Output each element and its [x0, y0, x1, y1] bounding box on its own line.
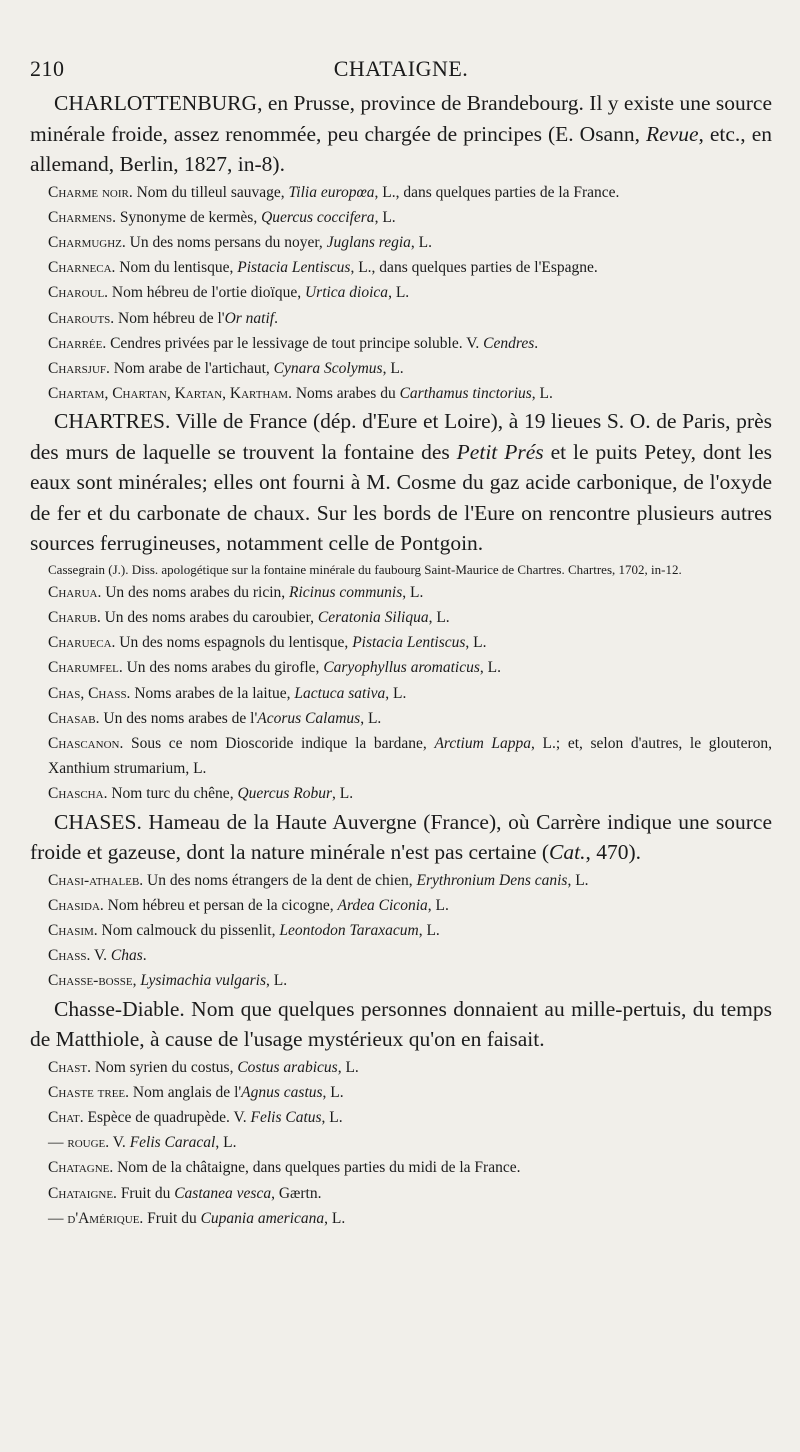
dictionary-entry — [30, 994, 772, 1055]
entry-text: Un des noms étrangers de la dent de chien, — [143, 871, 417, 889]
entry-tail: , L. — [374, 208, 396, 226]
entry-tail: , L., dans quelques parties de la France. — [374, 183, 620, 201]
entry-text: Nom de la châtaigne, dans quelques parties du midi de la France. — [113, 1159, 521, 1177]
entry-tail: , L. — [321, 1109, 343, 1127]
entry-text: Un des noms arabes du caroubier, — [100, 609, 318, 627]
entry-headword: Charua. — [48, 583, 102, 601]
entry-latin-name: Castanea vesca — [174, 1184, 272, 1202]
entry-latin-name: Ardea Ciconia — [337, 896, 428, 914]
entry-tail: , L. — [385, 684, 407, 702]
entry-latin-name: Cendres — [483, 334, 535, 352]
entry-tail: , L., dans quelques parties de l'Espagne. — [350, 259, 598, 277]
dictionary-entry — [30, 1130, 772, 1155]
entry-latin-name: Felis Caracal — [129, 1134, 216, 1152]
page-number: 210 — [30, 56, 65, 81]
entry-latin-name: Quercus coccifera — [261, 208, 375, 226]
entry-tail: . — [142, 947, 147, 965]
entry-latin-name: Leontodon Taraxacum — [279, 922, 419, 940]
entry-tail: , L. — [402, 583, 424, 601]
dictionary-entry — [30, 580, 772, 605]
entry-headword: CHASES — [54, 809, 137, 834]
entry-tail: et le puits Petey, dont les eaux sont minérales; elles ont fourni à M. Cosme du gaz acide carbonique, de l'oxyde de fer et du carbonate de chaux. Sur les bords de l'Eure on rencontre plusieurs autres sources ferrugineuses, notamment celle de Pontgoin. — [30, 439, 772, 556]
entry-tail: , L. — [360, 709, 382, 727]
dictionary-entry — [30, 868, 772, 893]
dictionary-entry — [30, 681, 772, 706]
entry-text: Un des noms persans du noyer, — [125, 233, 327, 251]
entry-text: Un des noms espagnols du lentisque, — [115, 634, 353, 652]
entry-latin-name: Cupania americana — [200, 1209, 325, 1227]
entry-text: Nom arabe de l'artichaut, — [109, 359, 274, 377]
entry-headword: Chasse-Diable — [54, 996, 180, 1021]
entry-latin-name: Tilia europœa — [288, 183, 375, 201]
entry-latin-name: Caryophyllus aromaticus — [323, 659, 480, 677]
entry-headword: — rouge. — [48, 1134, 110, 1152]
entry-headword: Chasim. — [48, 922, 98, 940]
entry-text: V. — [109, 1134, 130, 1152]
entry-text: Un des noms arabes de l' — [99, 709, 258, 727]
dictionary-entry — [30, 605, 772, 630]
entry-headword: Charumfel. — [48, 659, 123, 677]
entry-text: V. — [90, 947, 111, 965]
dictionary-entry — [30, 893, 772, 918]
entry-text: Nom hébreu de l' — [114, 309, 225, 327]
dictionary-entry — [30, 255, 772, 280]
dictionary-entry — [30, 1105, 772, 1130]
dictionary-entry — [30, 230, 772, 255]
entry-text: Cassegrain (J.). Diss. apologétique sur la fontaine minérale du faubourg Saint-Maurice de Chartres. Chartres, 1702, in-12. — [48, 561, 682, 577]
entry-latin-name: Ceratonia Siliqua — [317, 609, 429, 627]
entry-latin-name: Petit Prés — [456, 439, 544, 464]
entry-tail: , L. — [388, 284, 410, 302]
entry-headword: Charrée. — [48, 334, 107, 352]
entry-headword: Charsjuf. — [48, 359, 110, 377]
entry-headword: Chat. — [48, 1109, 84, 1127]
entry-latin-name: Pistacia Lentiscus — [237, 259, 351, 277]
dictionary-entry — [30, 1206, 772, 1231]
entry-latin-name: Pistacia Lentiscus — [352, 634, 466, 652]
dictionary-entry — [30, 381, 772, 406]
entry-latin-name: Cat. — [549, 840, 586, 865]
entry-headword: Chass. — [48, 947, 91, 965]
entry-text: Nom calmouck du pissenlit, — [97, 922, 280, 940]
entry-headword: Chascanon. — [48, 735, 124, 753]
entry-tail: , L. — [479, 659, 501, 677]
entry-tail: , L. — [215, 1134, 237, 1152]
entry-text: Nom hébreu et persan de la cicogne, — [103, 896, 338, 914]
entry-tail: , L.; et, selon d'autres, le glouteron, Xanthium strumarium, L. — [48, 735, 772, 778]
entry-headword: — d'Amérique. — [48, 1209, 144, 1227]
page-header — [30, 54, 772, 88]
entry-headword: Chasida. — [48, 896, 104, 914]
entry-text: Nom du lentisque, — [115, 259, 238, 277]
entry-tail: . — [274, 309, 278, 327]
entry-headword: Charub. — [48, 609, 101, 627]
entry-headword: Charoul. — [48, 284, 109, 302]
dictionary-entry — [30, 306, 772, 331]
entry-tail: , 470). — [585, 840, 642, 865]
entry-latin-name: Revue — [645, 121, 699, 146]
entry-headword: Charmens. — [48, 208, 116, 226]
entry-tail: , L. — [324, 1209, 346, 1227]
entry-headword: Chas, Chass. — [48, 684, 131, 702]
entry-text: Synonyme de kermès, — [116, 208, 262, 226]
entry-headword: Chartam, Chartan, Kartan, Kartham. — [48, 385, 292, 403]
dictionary-entry — [30, 655, 772, 680]
entry-text: Un des noms arabes du girofle, — [122, 659, 324, 677]
entry-headword: Chasab. — [48, 709, 100, 727]
entry-tail: , L. — [337, 1058, 359, 1076]
entry-latin-name: Urtica dioica — [304, 284, 389, 302]
entry-tail: , L. — [531, 385, 553, 403]
entry-headword: CHARTRES — [54, 409, 166, 434]
dictionary-entry — [30, 331, 772, 356]
dictionary-entry — [30, 731, 772, 781]
entry-headword: CHARLOTTENBURG — [54, 91, 258, 115]
entry-tail: , L. — [266, 972, 288, 990]
entry-headword: Chataigne. — [48, 1184, 117, 1202]
entry-text: Espèce de quadrupède. V. — [83, 1109, 251, 1127]
entry-tail: , L. — [410, 233, 432, 251]
entry-latin-name: Costus arabicus — [237, 1058, 338, 1076]
entry-latin-name: Or natif — [224, 309, 275, 327]
entry-latin-name: Cynara Scolymus — [273, 359, 383, 377]
dictionary-entry — [30, 88, 772, 180]
entry-latin-name: Acorus Calamus — [257, 709, 361, 727]
dictionary-entry — [30, 1055, 772, 1080]
entry-text: Noms arabes du — [291, 385, 400, 403]
entry-tail: . — [534, 334, 539, 352]
entry-headword: Chatagne. — [48, 1159, 114, 1177]
entry-text: Nom turc du chêne, — [107, 785, 238, 803]
dictionary-entry — [30, 559, 772, 580]
dictionary-entry — [30, 807, 772, 868]
entry-headword: Charueca. — [48, 634, 116, 652]
dictionary-entry — [30, 943, 772, 968]
entry-tail: , L. — [465, 634, 487, 652]
entry-text: Fruit du — [116, 1184, 175, 1202]
dictionary-entry — [30, 205, 772, 230]
entry-latin-name: Erythronium Dens canis — [416, 871, 568, 889]
entry-tail: , L. — [427, 896, 449, 914]
dictionary-entry — [30, 781, 772, 806]
dictionary-entry — [30, 1080, 772, 1105]
dictionary-entry — [30, 356, 772, 381]
entry-text: Nom syrien du costus, — [90, 1058, 238, 1076]
entry-text: . Hameau de la Haute Auvergne (France), où Carrère indique une source froide et gazeuse, dont la nature minérale n'est pas certaine ( — [30, 809, 772, 865]
entry-text: Nom hébreu de l'ortie dioïque, — [108, 284, 305, 302]
entry-headword: Chast. — [48, 1058, 91, 1076]
entry-tail: , L. — [418, 922, 440, 940]
entry-headword: Charmughz. — [48, 233, 126, 251]
entry-tail: , Gærtn. — [271, 1184, 322, 1202]
dictionary-entry — [30, 918, 772, 943]
dictionary-entry — [30, 180, 772, 205]
entry-text: Noms arabes de la laitue, — [130, 684, 295, 702]
dictionary-entry — [30, 968, 772, 993]
entry-text: Sous ce nom Dioscoride indique la bardane, — [123, 735, 435, 753]
entry-headword: Chasi-athaleb. — [48, 871, 144, 889]
entry-latin-name: Juglans regia — [326, 233, 411, 251]
entry-headword: Charouts. — [48, 309, 115, 327]
entry-latin-name: Chas — [110, 947, 143, 965]
dictionary-entry — [30, 1181, 772, 1206]
dictionary-entry — [30, 406, 772, 559]
entry-text: . Nom que quelques personnes donnaient au mille-pertuis, du temps de Matthiole, à cause de l'usage mystérieux qu'on en faisait. — [30, 996, 772, 1052]
entry-text: , en Prusse, province de Brandebourg. Il y existe une source minérale froide, assez renommée, peu chargée de principes (E. Osann, — [30, 91, 772, 146]
entry-latin-name: Agnus castus — [241, 1083, 323, 1101]
entry-text: Nom du tilleul sauvage, — [132, 183, 289, 201]
entry-list — [30, 88, 772, 1231]
entry-tail: , L. — [332, 785, 354, 803]
dictionary-entry — [30, 706, 772, 731]
dictionary-entry — [30, 280, 772, 305]
entry-latin-name: Ricinus communis — [289, 583, 403, 601]
entry-headword: Chaste tree. — [48, 1083, 130, 1101]
dictionary-entry — [30, 630, 772, 655]
entry-latin-name: Lactuca sativa — [294, 684, 386, 702]
entry-latin-name: Arctium Lappa — [434, 735, 532, 753]
entry-text: . Ville de France (dép. d'Eure et Loire), à 19 lieues S. O. de Paris, près des murs de laquelle se trouvent la fontaine des — [30, 409, 772, 464]
entry-text: Fruit du — [143, 1209, 201, 1227]
entry-latin-name: Quercus Robur — [237, 785, 333, 803]
entry-latin-name: Carthamus tinctorius — [399, 385, 532, 403]
dictionary-entry — [30, 1155, 772, 1180]
entry-text: Un des noms arabes du ricin, — [101, 583, 290, 601]
entry-headword: Charneca. — [48, 259, 116, 277]
entry-headword: Chascha. — [48, 785, 108, 803]
running-head: CHATAIGNE. — [333, 56, 469, 81]
entry-text: Cendres privées par le lessivage de tout principe soluble. V. — [106, 334, 484, 352]
entry-tail: , L. — [322, 1083, 344, 1101]
entry-headword: Charme noir. — [48, 183, 133, 201]
entry-tail: , L. — [567, 871, 589, 889]
entry-tail: , L. — [428, 609, 450, 627]
entry-tail: , L. — [382, 359, 404, 377]
entry-text: Nom anglais de l' — [129, 1083, 242, 1101]
entry-latin-name: Lysimachia vulgaris — [140, 972, 267, 990]
entry-tail: , etc., en allemand, Berlin, 1827, in-8). — [30, 121, 772, 176]
entry-latin-name: Felis Catus — [250, 1109, 322, 1127]
entry-headword: Chasse-bosse, — [48, 972, 137, 990]
